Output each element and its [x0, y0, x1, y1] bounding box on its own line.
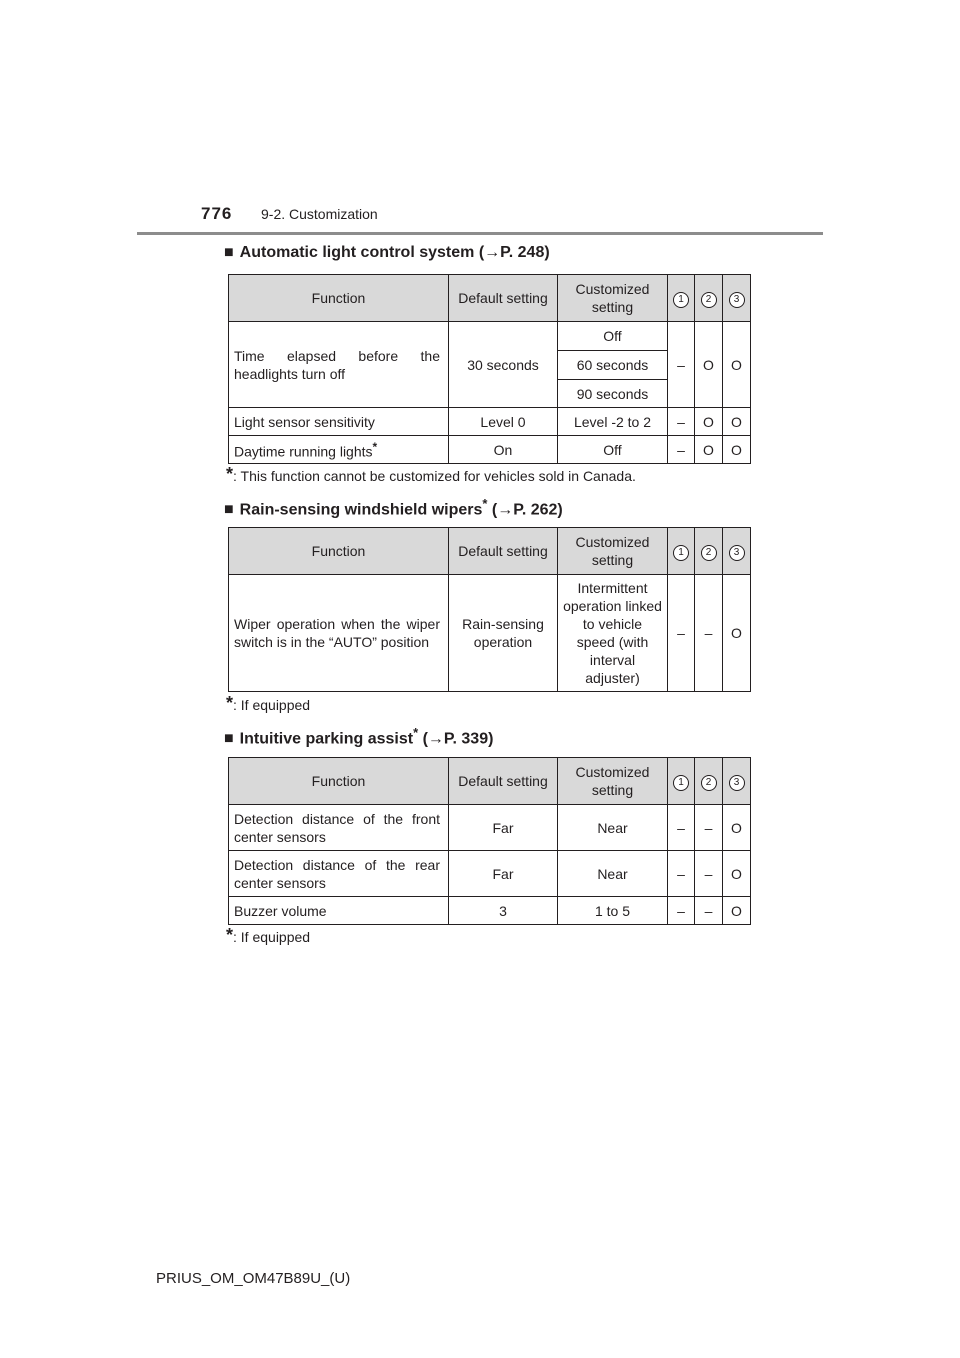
page-ref-link[interactable]: P. 339)	[443, 730, 494, 748]
default-cell: Level 0	[449, 408, 558, 436]
default-cell: 3	[449, 897, 558, 925]
document-id: PRIUS_OM_OM47B89U_(U)	[156, 1270, 351, 1287]
footnote-mark: *	[226, 693, 234, 713]
function-cell: Buzzer volume	[229, 897, 449, 925]
footnote-mark: *	[482, 496, 488, 511]
square-bullet-icon: ■	[224, 730, 234, 748]
header-function: Function	[229, 528, 449, 575]
default-cell: Rain-sensing operation	[449, 575, 558, 692]
custom-cell: Intermittent operation linked to vehicle speed (with interval adjuster)	[558, 575, 668, 692]
header-customized: Customized setting	[558, 275, 668, 322]
circle-1-icon: 1	[673, 545, 689, 561]
function-cell: Time elapsed before the headlights turn off	[229, 322, 449, 408]
header-customized: Customized setting	[558, 758, 668, 805]
col2-cell: –	[695, 897, 723, 925]
arrow-icon: →	[484, 244, 501, 261]
default-cell: 30 seconds	[449, 322, 558, 408]
footnote: *: If equipped	[226, 925, 311, 945]
circle-1-icon: 1	[673, 775, 689, 791]
footnote: *: If equipped	[226, 693, 311, 713]
circle-3-icon: 3	[729, 775, 745, 791]
table-row	[229, 575, 751, 692]
function-cell: Light sensor sensitivity	[229, 408, 449, 436]
col1-cell: –	[668, 436, 695, 464]
circle-1-icon: 1	[673, 292, 689, 308]
col1-cell: –	[668, 322, 695, 408]
header-default: Default setting	[449, 275, 558, 322]
col3-cell: O	[723, 851, 751, 897]
col2-cell: O	[695, 408, 723, 436]
custom-cell: 1 to 5	[558, 897, 668, 925]
function-cell: Daytime running lights*	[229, 436, 449, 464]
col2-cell: O	[695, 436, 723, 464]
arrow-icon: →	[427, 730, 444, 748]
header-default: Default setting	[449, 528, 558, 575]
col2-cell: –	[695, 575, 723, 692]
header-default: Default setting	[449, 758, 558, 805]
default-cell: On	[449, 436, 558, 464]
col2-cell: –	[695, 805, 723, 851]
col3-cell: O	[723, 408, 751, 436]
header-customized: Customized setting	[558, 528, 668, 575]
col3-cell: O	[723, 805, 751, 851]
default-cell: Far	[449, 851, 558, 897]
page-ref-link[interactable]: P. 262)	[513, 501, 563, 519]
circle-2-icon: 2	[701, 292, 717, 308]
custom-cell: 60 seconds	[558, 351, 668, 380]
table-header-row	[229, 528, 751, 575]
page-ref-link[interactable]: P. 248)	[500, 244, 550, 261]
section-title-wipers: ■ Rain-sensing windshield wipers* (→P. 262)	[224, 496, 563, 519]
custom-cell: Level -2 to 2	[558, 408, 668, 436]
wipers-table	[228, 527, 751, 692]
footnote: *: This function cannot be customized for vehicles sold in Canada.	[226, 464, 636, 484]
col3-cell: O	[723, 322, 751, 408]
col2-cell: –	[695, 851, 723, 897]
col2-cell: O	[695, 322, 723, 408]
page-number: 776	[201, 204, 233, 223]
circle-3-icon: 3	[729, 292, 745, 308]
table-row	[229, 436, 751, 464]
col1-cell: –	[668, 851, 695, 897]
parking-assist-table	[228, 757, 751, 925]
custom-cell: Near	[558, 805, 668, 851]
table-row	[229, 408, 751, 436]
square-bullet-icon: ■	[224, 244, 234, 261]
circle-3-icon: 3	[729, 545, 745, 561]
col1-cell: –	[668, 805, 695, 851]
circle-2-icon: 2	[701, 775, 717, 791]
page-header	[201, 204, 378, 224]
table-row	[229, 897, 751, 925]
col3-cell: O	[723, 575, 751, 692]
col3-cell: O	[723, 436, 751, 464]
arrow-icon: →	[497, 501, 514, 519]
col1-cell: –	[668, 897, 695, 925]
function-cell: Detection distance of the front center sensors	[229, 805, 449, 851]
col3-cell: O	[723, 897, 751, 925]
col1-cell: –	[668, 575, 695, 692]
table-header-row	[229, 275, 751, 322]
light-control-table	[228, 274, 751, 464]
custom-cell: Off	[558, 436, 668, 464]
header-function: Function	[229, 758, 449, 805]
table-row	[229, 805, 751, 851]
square-bullet-icon: ■	[224, 501, 234, 519]
table-header-row	[229, 758, 751, 805]
section-title-light-control: ■ Automatic light control system (→P. 248)	[224, 244, 550, 261]
function-cell: Wiper operation when the wiper switch is in the “AUTO” position	[229, 575, 449, 692]
footnote-mark: *	[372, 440, 378, 455]
col1-cell: –	[668, 408, 695, 436]
default-cell: Far	[449, 805, 558, 851]
header-rule	[137, 232, 823, 235]
custom-cell: Near	[558, 851, 668, 897]
table-row	[229, 322, 751, 351]
circle-2-icon: 2	[701, 545, 717, 561]
function-cell: Detection distance of the rear center sensors	[229, 851, 449, 897]
custom-cell: 90 seconds	[558, 380, 668, 408]
table-row	[229, 851, 751, 897]
section-label: 9-2. Customization	[261, 206, 378, 222]
custom-cell: Off	[558, 322, 668, 351]
footnote-mark: *	[226, 464, 234, 484]
header-function: Function	[229, 275, 449, 322]
footnote-mark: *	[226, 925, 234, 945]
footnote-mark: *	[413, 725, 419, 740]
section-title-parking-assist: ■ Intuitive parking assist* (→P. 339)	[224, 725, 494, 748]
